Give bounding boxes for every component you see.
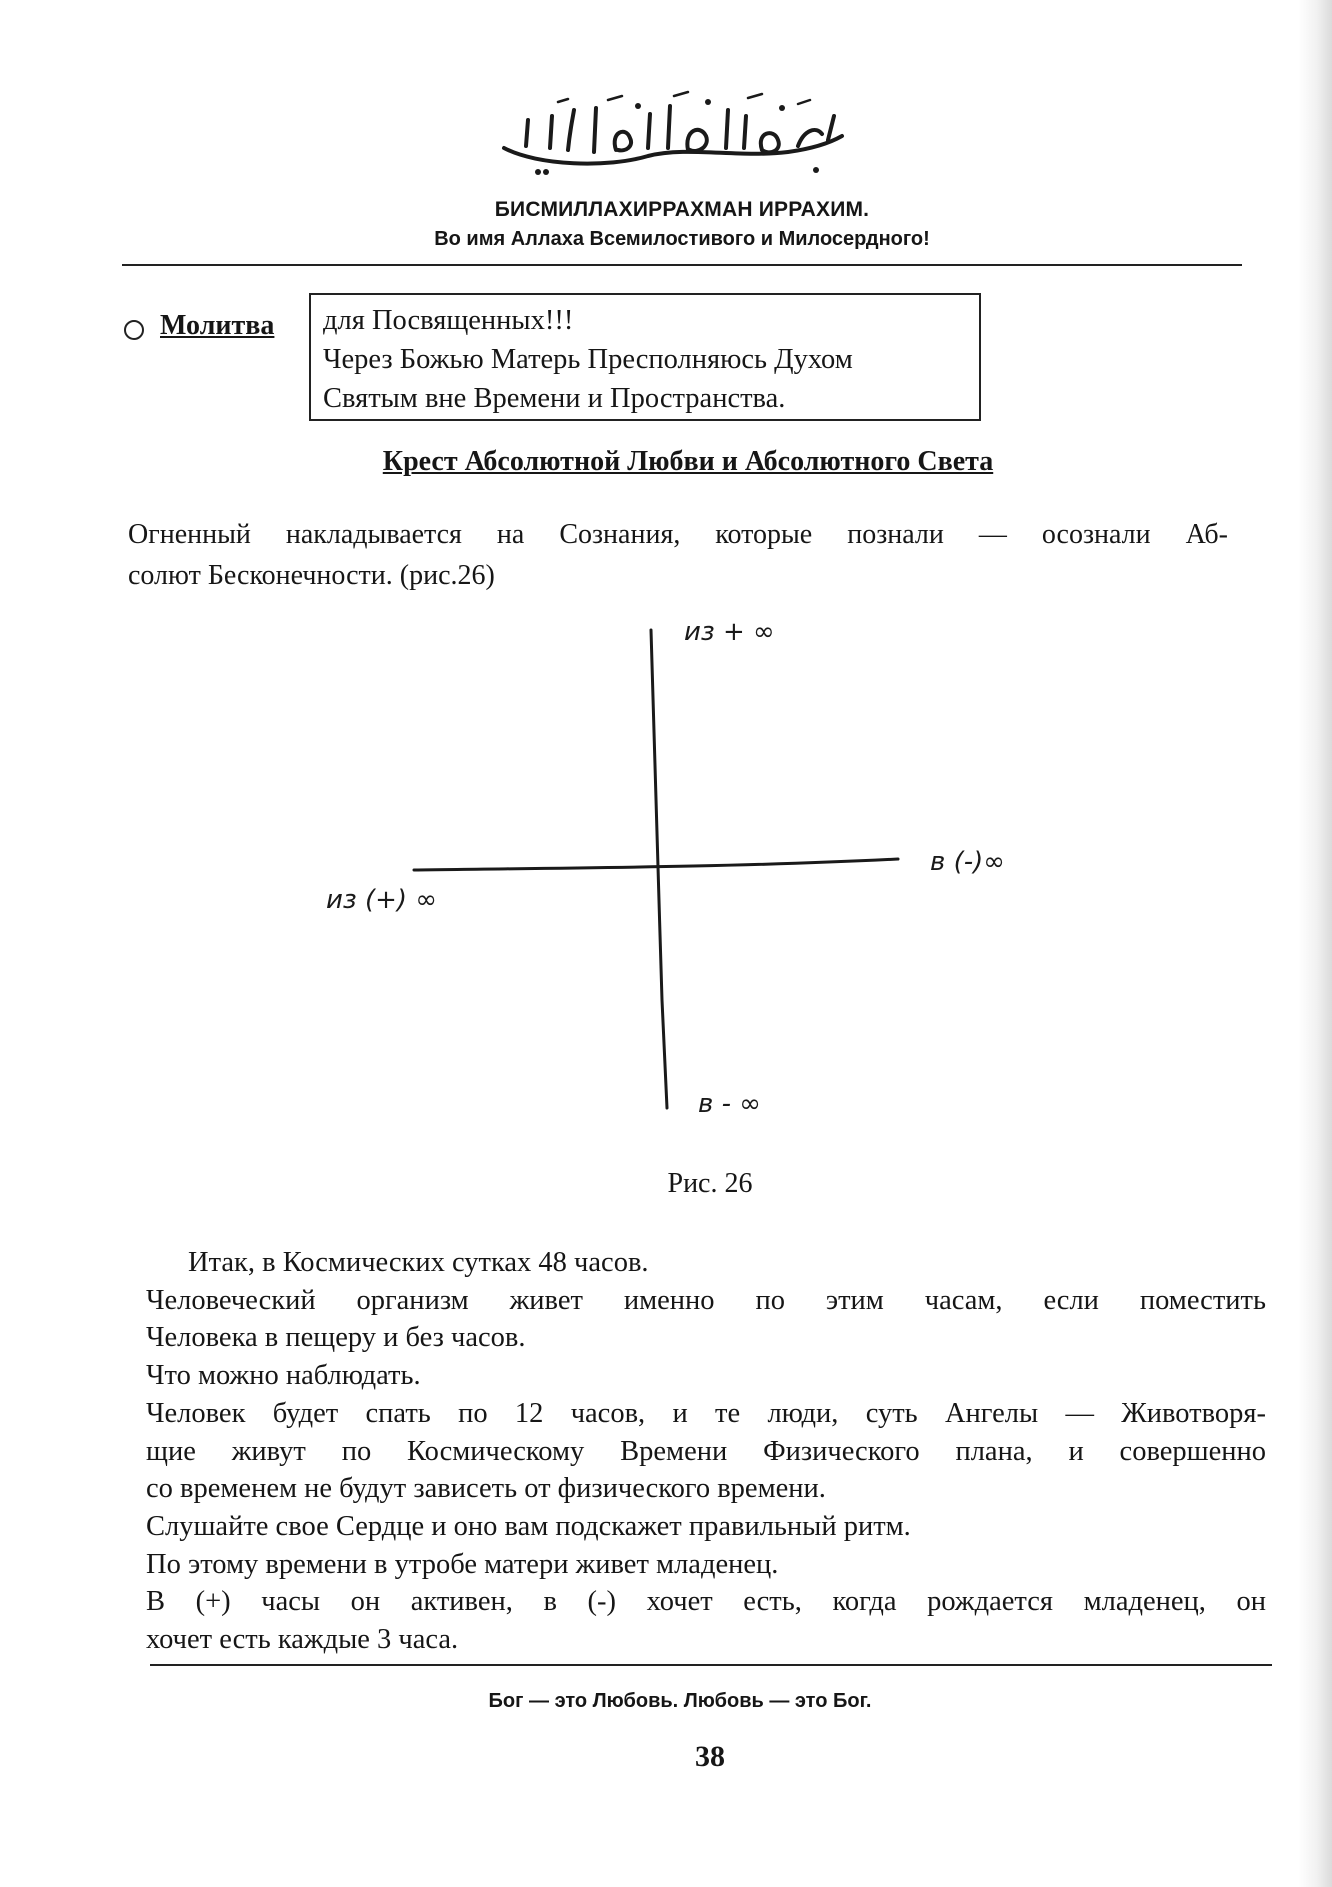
- body-line: Человека в пещеру и без часов.: [146, 1322, 526, 1354]
- intro-line: Огненный накладывается на Сознания, которые познали — осознали Аб-: [128, 519, 1228, 550]
- bismillah-calligraphy: [498, 86, 850, 178]
- body-line: Что можно наблюдать.: [146, 1360, 421, 1392]
- body-line: Человек будет спать по 12 часов, и те люди, суть Ангелы — Животворя-: [146, 1397, 1266, 1429]
- intro-paragraph: [128, 514, 1228, 596]
- body-line: В (+) часы он активен, в (-) хочет есть, когда рождается младенец, он: [146, 1586, 1266, 1618]
- horizontal-axis: [414, 859, 898, 870]
- figure-caption: Рис. 26: [667, 1168, 753, 1199]
- axis-label-left: из (+) ∞: [326, 885, 437, 915]
- bismillah-transliteration: БИСМИЛЛАХИРРАХМАН ИРРАХИМ.: [494, 198, 870, 221]
- bullet-circle-icon: [124, 320, 144, 340]
- prayer-line: для Посвященных!!!: [323, 305, 574, 336]
- body-line: По этому времени в утробе матери живет младенец.: [146, 1548, 779, 1580]
- prayer-line: Святым вне Времени и Пространства.: [323, 383, 786, 414]
- intro-line: солют Бесконечности. (рис.26): [128, 560, 495, 591]
- body-paragraph: [146, 1244, 1266, 1659]
- header-divider: [122, 264, 1242, 266]
- axis-label-bottom: в - ∞: [698, 1089, 761, 1119]
- body-line: со временем не будут зависеть от физического времени.: [146, 1473, 826, 1505]
- section-title: Крест Абсолютной Любви и Абсолютного Света: [382, 446, 994, 477]
- prayer-box: [309, 293, 981, 421]
- body-line: Итак, в Космических сутках 48 часов.: [188, 1247, 649, 1278]
- axis-label-right: в (-)∞: [930, 847, 1005, 877]
- axis-label-top: из + ∞: [684, 617, 775, 647]
- footer-motto: Бог — это Любовь. Любовь — это Бог.: [488, 1690, 872, 1712]
- footer-divider: [150, 1664, 1272, 1666]
- body-line: Слушайте свое Сердце и оно вам подскажет правильный ритм.: [146, 1510, 911, 1542]
- prayer-label: Молитва: [160, 310, 275, 341]
- body-line: хочет есть каждые 3 часа.: [146, 1624, 459, 1656]
- bismillah-translation: Во имя Аллаха Всемилостивого и Милосердного!: [434, 228, 930, 250]
- vertical-axis: [651, 630, 667, 1108]
- prayer-line: Через Божью Матерь Пресполняюсь Духом: [323, 344, 853, 375]
- body-line: щие живут по Космическому Времени Физического плана, и совершенно: [146, 1435, 1266, 1467]
- page-number: 38: [695, 1740, 725, 1773]
- body-line: Человеческий организм живет именно по этим часам, если поместить: [146, 1284, 1266, 1316]
- cross-diagram: [0, 610, 1332, 1130]
